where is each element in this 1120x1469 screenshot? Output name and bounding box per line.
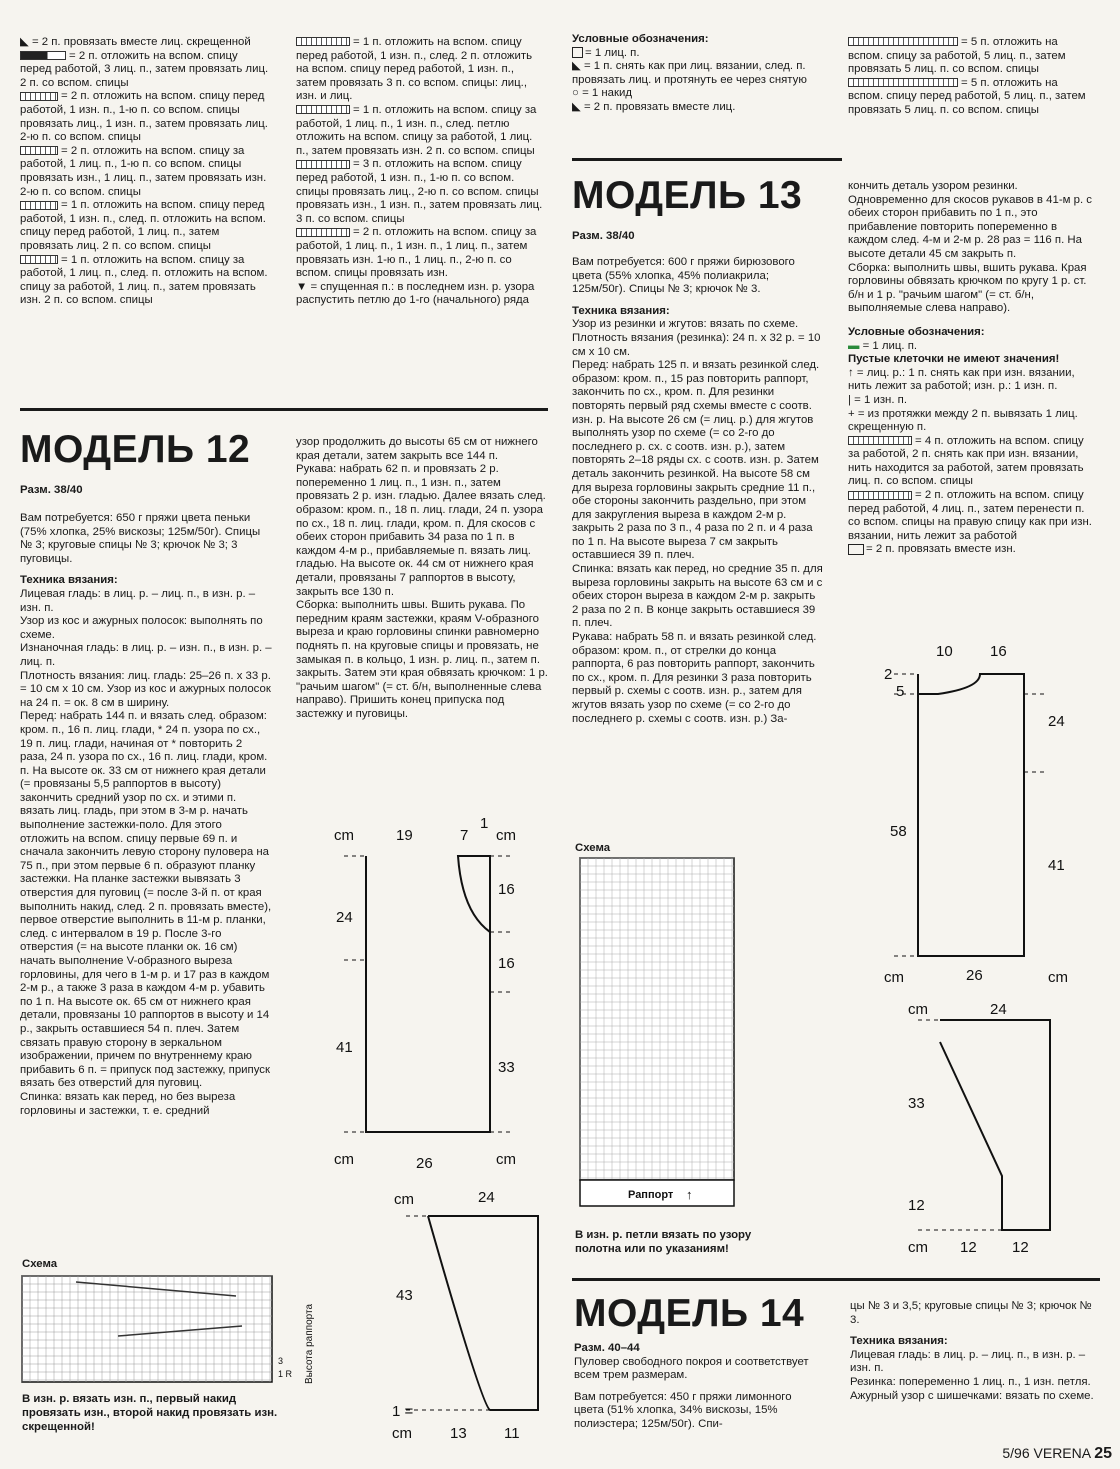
paragraph: Плотность вязания (резинка): 24 п. x 32 р. = 10 см x 10 см. — [572, 331, 821, 358]
model13-sleeve-diagram — [904, 996, 1084, 1266]
page-title-model13: МОДЕЛЬ 13 — [572, 174, 803, 217]
paragraph: Сборка: выполнить швы, вшить рукава. Края горловины обвязать крючком по кругу 1 р. ст. б/н и 1 р. "рачьим шагом" (= ст. б/н, выполняемые слева направо). — [848, 261, 1087, 315]
dim-label: 43 — [396, 1287, 413, 1304]
legend-heading: Условные обозначения: — [572, 33, 709, 45]
schema-label: Схема — [22, 1258, 58, 1270]
dim-label: 5 — [896, 683, 905, 700]
unit-label: cm — [394, 1191, 414, 1208]
legend-item: = 2 п. отложить на вспом. спицу перед работой, 3 лиц. п., затем провязать лиц. 2 п. со вспом. спицы — [20, 49, 269, 89]
cable-symbol-icon — [296, 37, 350, 46]
dim-label: 33 — [498, 1059, 515, 1076]
row-number: 1 R — [278, 1369, 293, 1379]
paragraph: Узор из кос и ажурных полосок: выполнять по схеме. — [20, 615, 263, 641]
divider — [20, 408, 548, 411]
rapport-label: Раппорт — [628, 1189, 674, 1201]
dim-label: 16 — [498, 881, 515, 898]
legend-item: = 1 п. отложить на вспом. спицу перед работой, 1 изн. п., след. 2 п. отложить на вспом. спицу перед работой, 1 изн. п., затем провязать 3 п. со вспом. спицы: лиц., изн. и лиц. — [296, 36, 533, 103]
page-title-model12: МОДЕЛЬ 12 — [20, 428, 251, 471]
dim-label: 16 — [498, 955, 515, 972]
legend-item: = 2 п. отложить на вспом. спицу перед работой, 4 лиц. п., затем перенести п. со вспом. спицы на правую спицу как при изн. вязании, нить лежит за работой — [848, 489, 1092, 542]
cable-symbol-icon — [848, 436, 912, 445]
cable-symbol-icon — [848, 78, 958, 87]
knit-symbol-icon: ▬ — [848, 339, 860, 352]
paragraph: Перед: набрать 125 п. и вязать резинкой след. образом: кром. п., 15 раз повторить раппорт, закончить по сх., кром. п. Для резинки повторять первый ряд схемы вместе с соотв. изн. р. На высоте 26 см (= лиц. р.) для жгутов выполнять узор по схеме (= со 2-го до последнего р. сх. с соотв. изн. р.), затем повторять 2–18 ряды сх. с соотв. изн. р. Затем деталь закончить резинкой. На высоте 58 см для выреза горловины закрыть средние 11 п., обе стороны закончить раздельно, при этом для закругления выреза в каждом 2-м р. закрыть 2 раза по 3 п., 4 раза по 2 п. и 4 раза по 1 п. На высоте выреза 7 см закрыть оставшиеся 39 п. плеч. — [572, 359, 820, 562]
unit-label: cm — [908, 1001, 928, 1018]
legend-item: = 2 п. отложить на вспом. спицу за работой, 1 лиц. п., 1 изн. п., 1 лиц. п., затем провязать изн. 1-ю п., 1 лиц. п., 2-ю п. со вспом. спицы провязать изн. — [296, 226, 537, 280]
legend-item: = 1 п. отложить на вспом. спицу за работой, 1 лиц. п., 1 изн. п., след. петлю отложить на вспом. спицу за работой, 1 лиц. п., затем провязать изн. 2 п. со вспом. спицы — [296, 103, 537, 157]
legend-item: = 1 п. отложить на вспом. спицу перед работой, 1 изн. п., след. п. отложить на вспом. спицу перед работой, 1 лиц. п., затем провязать лиц. 2 п. со вспом. спицы — [20, 199, 266, 252]
dim-label: 10 — [936, 643, 953, 660]
dim-label: 24 — [990, 1001, 1007, 1018]
cable-symbol-icon — [20, 255, 58, 264]
dim-label: 7 — [460, 827, 469, 844]
dim-label: 12 — [908, 1197, 925, 1214]
legend-item: = 3 п. отложить на вспом. спицу перед работой, 1 изн. п., 1-ю п. со вспом. спицы провязать лиц., 2-ю п. со вспом. спицы провязать изн., 1 изн. п., затем провязать лиц. 3 п. со вспом. спицы — [296, 158, 543, 225]
cable-symbol-icon — [296, 228, 350, 237]
unit-label: cm — [334, 1151, 354, 1168]
materials: Вам потребуется: 600 г пряжи бирюзового цвета (55% хлопка, 45% полиакрила; 125м/50г). Спицы № 3; крючок № 3. — [572, 256, 795, 296]
legend-item: = 2 п. провязать вместе изн. — [848, 543, 1098, 557]
model14-text-col1 — [574, 1342, 824, 1432]
legend-col3 — [572, 33, 822, 115]
model12-sleeve-diagram — [392, 1188, 552, 1448]
dim-label: 19 — [396, 827, 413, 844]
cable-symbol-icon — [848, 37, 958, 46]
legend-item: | = 1 изн. п. — [848, 393, 907, 406]
size-label: Разм. 38/40 — [20, 484, 83, 496]
model12-body-diagram — [330, 812, 530, 1172]
cable-symbol-icon — [848, 491, 912, 500]
arrow-up-icon: ↑ — [848, 366, 854, 379]
legend-item: ▼ = спущенная п.: в последнем изн. р. узора распустить петлю до 1-го (начального) ряда — [296, 280, 535, 307]
issue-label: 5/96 VERENA — [1002, 1445, 1091, 1461]
paragraph: Спинка: вязать как перед, но средние 35 п. для выреза горловины закрыть на высоте 63 см и с обеих сторон выреза в каждом 2-м р. закрыть 2 раза по 2 п. В конце закрыть оставшиеся 39 п. плеч. — [572, 563, 823, 630]
legend-item: = 2 п. отложить на вспом. спицу за работой, 1 лиц. п., 1-ю п. со вспом. спицы провязать изн., 1 лиц. п., затем провязать изн. 2-ю п. со вспом. спицы — [20, 144, 267, 198]
paragraph: Сборка: выполнить швы. Вшить рукава. По передним краям застежки, краям V-образного выреза и краю горловины спинки равномерно поднять п. на круговые спицы и провязать, не замыкая п. в кольцо, 1 изн. р. лиц. п., затем п. закрыть. Затем эти края обвязать крючком: 1 р. "рачьим шагом" (= ст. б/н, выполненные слева направо). Пришить конец припуска под застежку и пуговицы. — [296, 599, 548, 720]
schema-label: Схема — [575, 842, 611, 854]
technique-heading: Техника вязания: — [850, 1335, 948, 1348]
chart-caption: В изн. р. вязать изн. п., первый накид провязать изн., второй накид провязать изн. скрещенной! — [22, 1393, 278, 1433]
dim-label: 24 — [478, 1189, 495, 1206]
model12-stitch-chart — [22, 1274, 322, 1384]
legend-heading: Условные обозначения: — [848, 325, 985, 338]
legend-item: = 5 п. отложить на вспом. спицу за работой, 5 лиц. п., затем провязать 5 лиц. п. со вспом. спицы — [848, 36, 1066, 76]
unit-label: cm — [908, 1239, 928, 1256]
unit-label: cm — [884, 969, 904, 986]
paragraph: Изнаночная гладь: в лиц. р. – изн. п., в изн. р. – лиц. п. — [20, 642, 272, 668]
model12-text-col1 — [20, 512, 272, 1118]
legend-item: ◣ = 2 п. провязать вместе лиц. скрещенной — [20, 36, 251, 48]
dim-label: 24 — [336, 909, 353, 926]
dim-label: 33 — [908, 1095, 925, 1112]
technique-heading: Техника вязания: — [572, 304, 670, 317]
cable-symbol-icon — [20, 201, 58, 210]
paragraph: кончить деталь узором резинки. Одновременно для скосов рукавов в 41-м р. с обеих сторон прибавить по 1 п., это прибавление повторить попеременно в каждом след. 4-м и 2-м р. 28 раз = 116 п. На высоте детали 45 см закрыть п. — [848, 180, 1092, 260]
technique-heading: Техника вязания: — [20, 574, 118, 587]
paragraph: Рукава: набрать 62 п. и провязать 2 р. попеременно 1 лиц. п., 1 изн. п., затем провязать 2 р. изн. гладью. Далее вязать след. образом: кром. п., 18 п. лиц. глади, 24 п. узора по сх., 18 п. лиц. глади, кром. п. Для скосов с обеих сторон прибавить 34 раза по 1 п. в каждом 4-м р., прибавляемые п. вязать лиц. гладью. На высоте ок. 44 см от нижнего края детали, провязаны 7 раппортов в высоту, закрыть все 130 п. — [296, 463, 546, 598]
legend-item: ↑ = лиц. р.: 1 п. снять как при изн. вязании, нить лежит за работой; изн. р.: 1 изн. п. — [848, 366, 1075, 393]
unit-label: cm — [392, 1425, 412, 1442]
dim-label: 26 — [416, 1155, 433, 1172]
dim-label: 11 — [504, 1425, 520, 1442]
dim-label: 41 — [336, 1039, 353, 1056]
legend-note: Пустые клеточки не имеют значения! — [848, 353, 1060, 366]
paragraph: узор продолжить до высоты 65 см от нижнего края детали, затем закрыть все 144 п. — [296, 436, 538, 462]
paragraph: Пуловер свободного покроя и соответствует всем трем размерам. — [574, 1355, 809, 1382]
paragraph: Рукава: набрать 58 п. и вязать резинкой след. образом: кром. п., от стрелки до конца раппорта, 6 раз повторить раппорт, закончить по сх., кром. п. Для резинки 3 раза повторить первый р. схемы с соотв. изн. р., затем для жгутов вязать узор по схеме (= со 2-го до последнего р. схемы с соотв. изн. р.) За- — [572, 631, 817, 725]
dim-label: 12 — [1012, 1239, 1029, 1256]
legend-col4 — [848, 36, 1096, 118]
legend-col1 — [20, 36, 270, 308]
paragraph: цы № 3 и 3,5; круговые спицы № 3; крючок № 3. — [850, 1300, 1092, 1326]
arrow-up-icon: ↑ — [686, 1187, 693, 1202]
legend-item: = 2 п. отложить на вспом. спицу перед работой, 1 изн. п., 1-ю п. со вспом. спицы провязать лиц., 1 изн. п., затем провязать лиц. 2-ю п. со вспом. спицы — [20, 90, 268, 144]
dim-label: 26 — [966, 967, 983, 984]
dim-label: 13 — [450, 1425, 467, 1442]
legend-item: ○ = 1 накид — [572, 87, 632, 100]
decrease-symbol-icon: ◣ — [572, 100, 581, 113]
materials: Вам потребуется: 650 г пряжи цвета пеньки (75% хлопка, 25% вискозы; 125м/50г). Спицы № 3; круговые спицы № 3; крючок № 3; 3 пуговицы. — [20, 512, 261, 565]
legend-item: = 1 лиц. п. — [572, 47, 822, 61]
purl-decrease-icon — [848, 544, 864, 555]
legend-item: ◣ = 2 п. провязать вместе лиц. — [572, 100, 736, 113]
dim-label: 24 — [1048, 713, 1065, 730]
page-title-model14: МОДЕЛЬ 14 — [574, 1292, 805, 1335]
dim-label: 16 — [990, 643, 1007, 660]
model13-text-col1 — [572, 256, 824, 726]
unit-label: cm — [334, 827, 354, 844]
legend-col2 — [296, 36, 546, 308]
size-label: Разм. 40–44 — [574, 1342, 640, 1354]
legend-item: = 1 п. отложить на вспом. спицу за работой, 1 лиц. п., след. п. отложить на вспом. спицу за работой, 1 лиц. п., затем провязать изн. 2 п. со вспом. спицы — [20, 253, 268, 307]
cable-symbol-icon — [296, 160, 350, 169]
divider — [572, 158, 842, 161]
row-number: 3 — [278, 1356, 284, 1366]
paragraph: Плотность вязания: лиц. гладь: 25–26 п. x 33 р. = 10 см x 10 см. Узор из кос и ажурных полосок на 24 п. = ок. 8 см в ширину. — [20, 669, 271, 709]
cable-symbol-icon — [296, 105, 350, 114]
model13-stitch-chart — [578, 858, 758, 1218]
cable-symbol-icon — [20, 51, 66, 60]
model14-text-col2 — [850, 1300, 1100, 1403]
paragraph: Ажурный узор с шишечками: вязать по схеме. — [850, 1389, 1094, 1402]
dim-label: 58 — [890, 823, 907, 840]
size-label: Разм. 38/40 — [572, 230, 635, 242]
yarn-over-icon: ○ — [572, 87, 579, 100]
unit-label: cm — [1048, 969, 1068, 986]
legend-item: ▬ = 1 лиц. п. — [848, 339, 918, 352]
decrease-symbol-icon: ◣ — [20, 36, 29, 48]
cable-symbol-icon — [20, 92, 58, 101]
paragraph: Резинка: попеременно 1 лиц. п., 1 изн. петля. — [850, 1375, 1091, 1388]
dim-label: 12 — [960, 1239, 977, 1256]
dim-label: 2 — [884, 666, 893, 683]
divider — [572, 1278, 1100, 1281]
model13-body-diagram — [880, 640, 1080, 990]
legend-item: + = из протяжки между 2 п. вывязать 1 лиц. скрещенную п. — [848, 407, 1078, 434]
materials: Вам потребуется: 450 г пряжи лимонного цвета (51% хлопка, 34% вискозы, 15% полиэстера; 125м/50г). Спи- — [574, 1390, 792, 1430]
slip-symbol-icon: ◣ — [572, 60, 581, 73]
paragraph: Узор из резинки и жгутов: вязать по схеме. — [572, 318, 799, 331]
cable-symbol-icon — [20, 146, 58, 155]
paragraph: Лицевая гладь: в лиц. р. – лиц. п., в изн. р. – изн. п. — [850, 1348, 1086, 1375]
unit-label: cm — [496, 827, 516, 844]
chart-caption: В изн. р. петли вязать по узору полотна или по указаниям! — [575, 1229, 752, 1255]
purl-symbol-icon: | — [848, 393, 851, 406]
paragraph: Перед: набрать 144 п. и вязать след. образом: кром. п., 16 п. лиц. глади, * 24 п. узора по сх., 19 п. лиц. глади, начиная от * повторить 2 раза, 24 п. узора по сх., 16 п. лиц. глади, кром. п. На высоте ок. 33 см от нижнего края детали (= провязаны 5,5 раппортов в высоту) закончить средний узор по сх. и этими п. вязать лиц. гладь, при этом в 3-м р. начать выполнение застежки-поло. Для этого отложить на вспом. спицу первые 69 п. и сначала закончить левую сторону пуловера на 75 п., при этом первые 6 п. образуют планку застежки. На планке застежки вывязать 3 отверстия для пуговиц (= после 3-й п. от края выполнить накид, след. 2 п. провязать вместе), первое отверстие выполнить в 11-м р. планки, след. с интервалом в 19 р. После 3-го отверстия (= на высоте планки ок. 16 см) начать выполнение V-образного выреза горловины, для чего в 1-м р. и 17 раз в каждом 2-м р., а также 3 раза в каждом 4-м р. убавить по 1 п. На высоте ок. 65 см от нижнего края детали, провязаны 10 раппортов в высоту и 14 р., закрыть оставшиеся 54 п. плеч. Затем связать правую сторону в зеркальном изображении, причем по внутреннему краю прибавить 6 п. = припуск под застежку, припуск вязать без отверстий для пуговиц. — [20, 710, 272, 1090]
dim-label: 1 — [480, 815, 489, 832]
paragraph: Лицевая гладь: в лиц. р. – лиц. п., в изн. р. – изн. п. — [20, 587, 256, 614]
dropped-stitch-icon: ▼ — [296, 280, 308, 293]
dim-label: 1 = — [392, 1403, 414, 1420]
legend-item: = 4 п. отложить на вспом. спицу за работой, 2 п. снять как при изн. вязании, нить находится за работой, затем провязать лиц. п. со вспом. спицы — [848, 434, 1084, 488]
page-footer — [1002, 1445, 1112, 1463]
unit-label: cm — [496, 1151, 516, 1168]
paragraph: Спинка: вязать как перед, но без выреза горловины и застежки, т. е. средний — [20, 1090, 236, 1117]
knit-square-icon — [572, 47, 583, 58]
model13-text-col2 — [848, 180, 1098, 557]
plus-symbol-icon: + — [848, 407, 855, 420]
chart-side-label: Высота раппорта — [304, 1303, 315, 1384]
page-number: 25 — [1094, 1445, 1112, 1462]
legend-item: = 5 п. отложить на вспом. спицу перед работой, 5 лиц. п., затем провязать 5 лиц. п. со вспом. спицы — [848, 76, 1086, 116]
dim-label: 41 — [1048, 857, 1065, 874]
model12-text-col2 — [296, 436, 548, 721]
legend-item: ◣ = 1 п. снять как при лиц. вязании, след. п. провязать лиц. и протянуть ее через снятую — [572, 60, 807, 86]
